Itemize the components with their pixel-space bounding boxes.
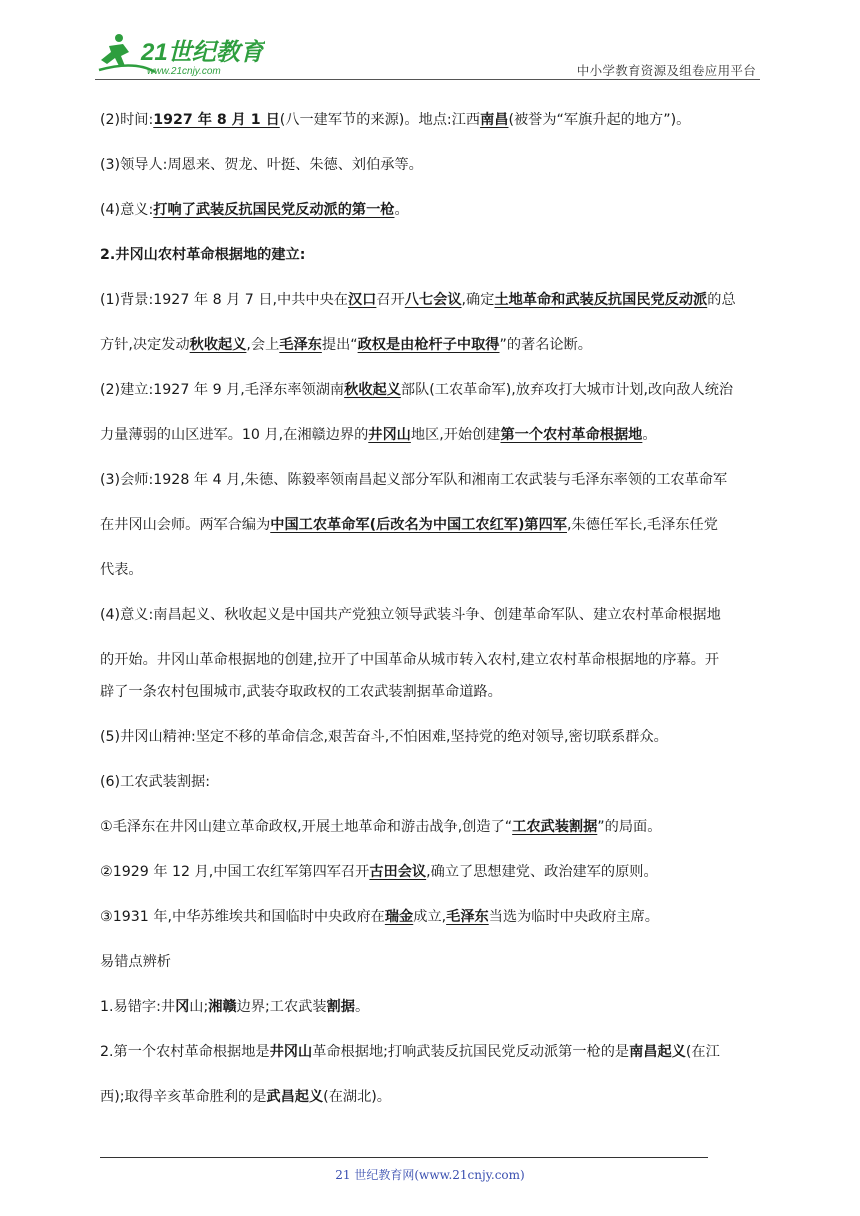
key-term: 第一个农村革命根据地: [500, 427, 643, 443]
text-run: (4)意义:: [100, 202, 154, 218]
bold-text: 湘赣: [208, 999, 237, 1015]
text-run: ,会上: [246, 337, 280, 353]
text-line: [100, 676, 765, 708]
text-run: 西);取得辛亥革命胜利的是: [100, 1089, 267, 1105]
text-line: [100, 1081, 765, 1113]
bold-text: 武昌起义: [266, 1089, 324, 1105]
text-line: [100, 554, 765, 586]
text-run: (3)会师:1928 年 4 月,朱德、陈毅率领南昌起义部分军队和湘南工农武装与毛泽东率领的工农革命军: [100, 472, 728, 488]
key-term: 汉口: [347, 292, 377, 308]
text-run: ”的著名论断。: [499, 337, 592, 353]
bold-text: 割据: [326, 999, 355, 1015]
text-run: (4)意义:南昌起义、秋收起义是中国共产党独立领导武装斗争、创建革命军队、建立农村革命根据地: [100, 607, 721, 623]
text-run: (2)建立:1927 年 9 月,毛泽东率领湖南: [100, 382, 345, 398]
text-line: [100, 901, 765, 933]
text-run: 成立,: [413, 909, 447, 925]
text-line: [100, 194, 765, 226]
page-header: [95, 30, 760, 80]
text-run: 力量薄弱的山区进军。10 月,在湘赣边界的: [100, 427, 369, 443]
text-line: [100, 856, 765, 888]
text-line: [100, 419, 765, 451]
text-run: (2)时间:: [100, 112, 154, 128]
text-run: (被誉为“军旗升起的地方”)。: [508, 112, 691, 128]
text-line: [100, 811, 765, 843]
key-term: 工农武装割据: [512, 819, 598, 835]
platform-name: 中小学教育资源及组卷应用平台: [576, 63, 756, 78]
text-line: [100, 464, 765, 496]
text-line: [100, 946, 765, 978]
text-run: ,朱德任军长,毛泽东任党: [567, 517, 718, 533]
text-run: 召开: [376, 292, 405, 308]
text-line: [100, 721, 765, 753]
text-run: 当选为临时中央政府主席。: [488, 909, 659, 925]
key-term: 毛泽东: [279, 337, 322, 353]
logo-url-text: www.21cnjy.com: [147, 66, 221, 77]
site-logo: [95, 30, 265, 78]
text-line: [100, 149, 765, 181]
text-run: 代表。: [100, 562, 143, 578]
text-run: 在井冈山会师。两军合编为: [100, 517, 271, 533]
text-run: (1)背景:1927 年 8 月 7 日,中共中央在: [100, 292, 348, 308]
text-run: 方针,决定发动: [100, 337, 190, 353]
text-run: 部队(工农革命军),放弃攻打大城市计划,改向敌人统治: [400, 382, 734, 398]
key-term: 打响了武装反抗国民党反动派的第一枪: [153, 202, 395, 218]
text-run: ①毛泽东在井冈山建立革命政权,开展土地革命和游击战争,创造了“: [100, 819, 513, 835]
text-run: 的总: [707, 292, 736, 308]
text-line: [100, 1036, 765, 1068]
text-run: 地区,开始创建: [410, 427, 501, 443]
text-run: 的开始。井冈山革命根据地的创建,拉开了中国革命从城市转入农村,建立农村革命根据地的序幕。开: [100, 652, 720, 668]
key-term: 秋收起义: [344, 382, 401, 398]
text-run: (在湖北)。: [323, 1089, 391, 1105]
text-line: [100, 284, 765, 316]
text-run: ,确立了思想建党、政治建军的原则。: [426, 864, 658, 880]
key-term: 南昌: [480, 112, 509, 128]
text-run: 革命根据地;打响武装反抗国民党反动派第一枪的是: [312, 1044, 630, 1060]
text-run: (5)井冈山精神:坚定不移的革命信念,艰苦奋斗,不怕困难,坚持党的绝对领导,密切联系群众。: [100, 729, 668, 745]
text-run: 提出“: [321, 337, 358, 353]
key-term: 井冈山: [368, 427, 411, 443]
text-run: ③1931 年,中华苏维埃共和国临时中央政府在: [100, 909, 385, 925]
key-term: 中国工农革命军(后改名为中国工农红军)第四军: [270, 517, 567, 533]
text-run: ,确定: [461, 292, 495, 308]
footer-text: 21 世纪教育网(www.21cnjy.com): [335, 1168, 525, 1182]
key-term: 毛泽东: [446, 909, 489, 925]
text-run: (在江: [685, 1044, 720, 1060]
key-term: 瑞金: [384, 909, 414, 925]
text-line: [100, 374, 765, 406]
text-run: ②1929 年 12 月,中国工农红军第四军召开: [100, 864, 370, 880]
text-line: [100, 329, 765, 361]
text-run: (6)工农武装割据:: [100, 774, 211, 790]
text-run: 。: [642, 427, 657, 443]
key-term: 1927 年 8 月 1 日: [153, 112, 280, 128]
key-term: 八七会议: [404, 292, 462, 308]
text-line: [100, 104, 765, 136]
document-body: [100, 104, 765, 1113]
bold-text: 2.井冈山农村革命根据地的建立:: [100, 247, 306, 263]
text-line: [100, 599, 765, 631]
bold-text: 井冈山: [269, 1044, 313, 1060]
key-term: 秋收起义: [189, 337, 247, 353]
key-term: 政权是由枪杆子中取得: [357, 337, 500, 353]
text-run: 。: [354, 999, 370, 1015]
logo-main-text: 21世纪教育: [141, 39, 264, 66]
key-term: 古田会议: [369, 864, 427, 880]
text-line: [100, 644, 765, 676]
text-run: 1.易错字:井: [100, 999, 176, 1015]
text-run: 山;: [189, 999, 209, 1015]
text-run: (八一建军节的来源)。地点:江西: [279, 112, 481, 128]
text-line: [100, 991, 765, 1023]
bold-text: 南昌起义: [629, 1044, 686, 1060]
text-line: [100, 766, 765, 798]
footer-divider: [100, 1157, 708, 1158]
text-run: 易错点辨析: [100, 954, 171, 970]
text-line: [100, 509, 765, 541]
text-run: 边界;工农武装: [236, 999, 327, 1015]
text-run: 2.第一个农村革命根据地是: [100, 1044, 270, 1060]
text-line: [100, 239, 765, 271]
text-run: (3)领导人:周恩来、贺龙、叶挺、朱德、刘伯承等。: [100, 157, 423, 173]
text-run: 辟了一条农村包围城市,武装夺取政权的工农武装割据革命道路。: [100, 684, 502, 700]
text-run: 。: [394, 202, 409, 218]
header-divider: [95, 79, 760, 80]
bold-text: 冈: [175, 999, 190, 1015]
key-term: 土地革命和武装反抗国民党反动派: [494, 292, 708, 308]
text-run: ”的局面。: [597, 819, 662, 835]
